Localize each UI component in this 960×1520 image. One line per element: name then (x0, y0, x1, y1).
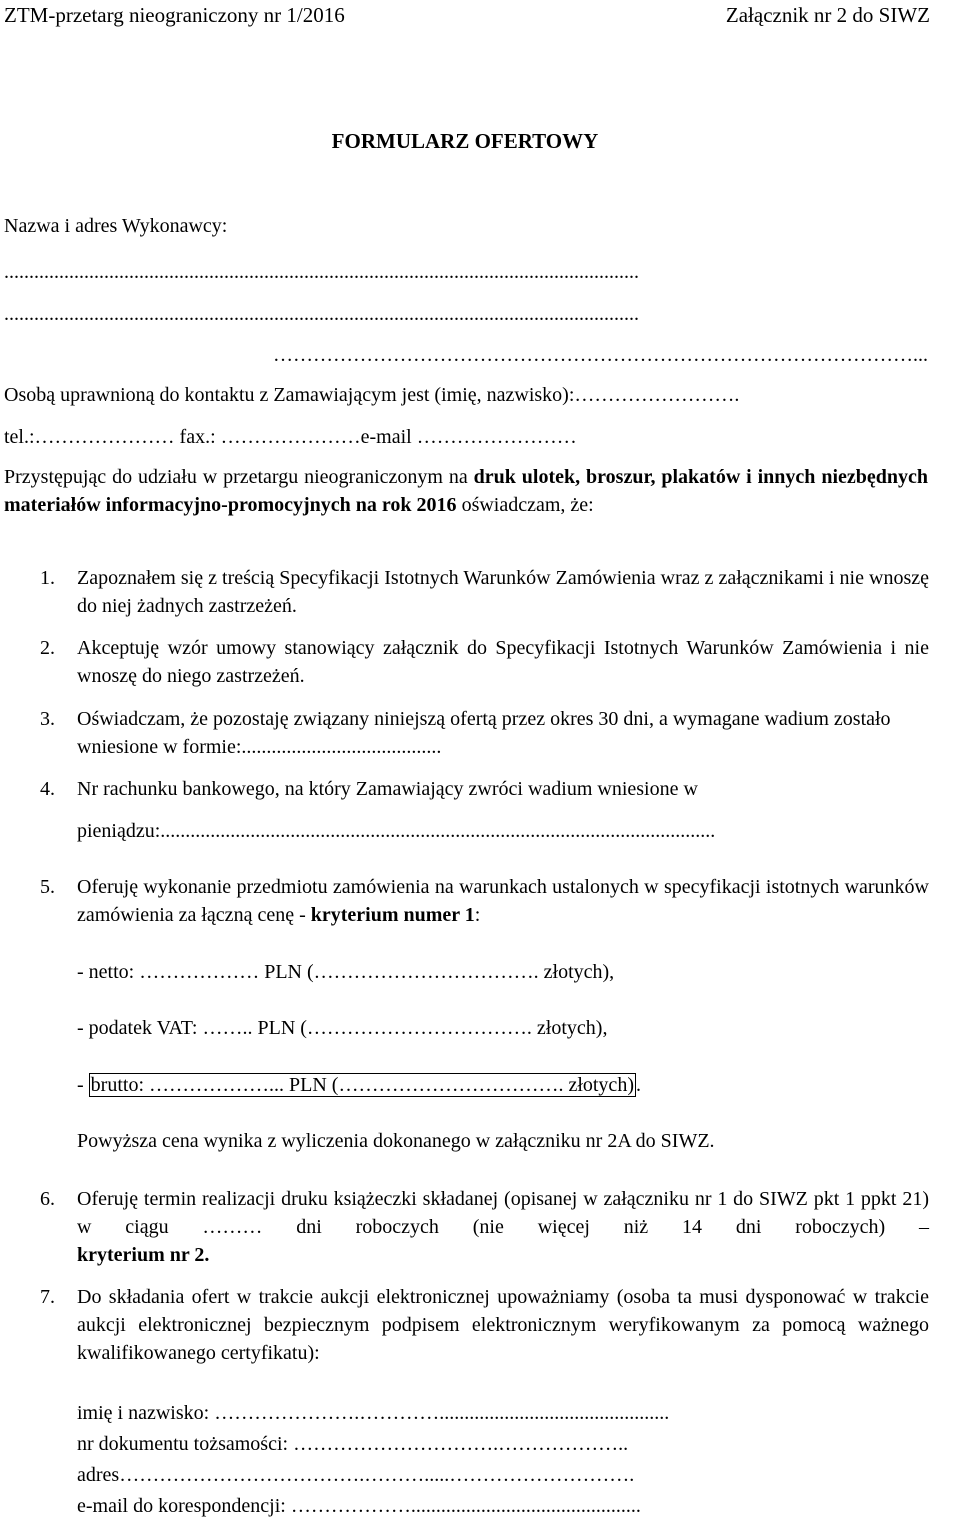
price-brutto-prefix: - (77, 1074, 89, 1096)
auction-name-field[interactable]: imię i nazwisko: ………………….………….............................................. (77, 1402, 670, 1424)
price-netto-line[interactable]: - netto: ……………… PLN (……………………………. złotych), (77, 961, 615, 983)
item-7-number: 7. (40, 1286, 55, 1308)
contractor-line-3[interactable]: ……………………………………………………………………………………... (273, 344, 928, 366)
price-brutto-boxed[interactable]: brutto: ………………... PLN (……………………………. złotych) (90, 1074, 634, 1096)
price-brutto-line[interactable] (77, 1071, 641, 1099)
item-6-number: 6. (40, 1188, 55, 1210)
price-vat-line[interactable]: - podatek VAT: …….. PLN (……………………………. złotych), (77, 1017, 608, 1039)
item-5-text (77, 873, 929, 929)
item-6-text (77, 1185, 929, 1269)
intro-paragraph (4, 463, 928, 519)
intro-text-after: oświadczam, że: (456, 494, 594, 516)
intro-bold-subject: druk ulotek, broszur, plakatów i innych niezbędnych materiałów informacyjno-promocyjnych na rok 2016 (4, 466, 929, 516)
item-5-number: 5. (40, 876, 55, 898)
item-2-text: Akceptuję wzór umowy stanowiący załącznik do Specyfikacji Istotnych Warunków Zamówienia i nie wnoszę do niego zastrzeżeń. (77, 637, 929, 687)
item-4-number: 4. (40, 778, 55, 800)
contractor-line-1[interactable]: ............................................................................................................................... (4, 261, 639, 283)
auction-address-field[interactable]: adres……………………………….……….....………………………. (77, 1464, 635, 1486)
item-1-number: 1. (40, 567, 55, 589)
contractor-line-2[interactable]: ............................................................................................................................... (4, 303, 639, 325)
item-1-text: Zapoznałem się z treścią Specyfikacji Istotnych Warunków Zamówienia wraz z załącznikami i nie wnoszę do niej żadnych zastrzeżeń. (77, 567, 929, 617)
auction-id-document-field[interactable]: nr dokumentu tożsamości: ………………………….……………….. (77, 1433, 629, 1455)
item-4-bank-account-field[interactable]: pieniądzu:............................................................................................................... (77, 820, 716, 842)
intro-text-before: Przystępując do udziału w przetargu nieograniczonym na (4, 466, 474, 488)
item-4-line-1: Nr rachunku bankowego, na który Zamawiający zwróci wadium wniesione w (77, 778, 698, 800)
contractor-label: Nazwa i adres Wykonawcy: (4, 215, 228, 237)
item-7-text: Do składania ofert w trakcie aukcji elektronicznej upoważniamy (osoba ta musi dysponować w trakcie aukcji elektronicznej bezpiecznym podpisem elektronicznym weryfikowanym za pomocą ważnego kwalifikowanego certyfikatu): (77, 1286, 929, 1364)
form-title: FORMULARZ OFERTOWY (331, 129, 599, 153)
header-tender-number: ZTM-przetarg nieograniczony nr 1/2016 (4, 3, 345, 27)
item-6-criterion: kryterium nr 2. (77, 1244, 210, 1266)
item-5-text-after: : (474, 904, 481, 926)
item-3-text: Oświadczam, że pozostaję związany niniejszą ofertą przez okres 30 dni, a wymagane wadium zostało wniesione w formie:........................................ (77, 708, 891, 758)
price-note: Powyższa cena wynika z wyliczenia dokonanego w załączniku nr 2A do SIWZ. (77, 1130, 715, 1152)
item-5-text-before: Oferuję wykonanie przedmiotu zamówienia na warunkach ustalonych w specyfikacji istotnych warunków zamówienia za łączną cenę - (77, 876, 929, 926)
header-attachment-label: Załącznik nr 2 do SIWZ (725, 3, 930, 27)
price-brutto-suffix: . (635, 1074, 641, 1096)
contact-person-line[interactable]: Osobą uprawnioną do kontaktu z Zamawiającym jest (imię, nazwisko):……………………. (4, 384, 740, 406)
phone-fax-email-line[interactable]: tel.:………………… fax.: …………………e-mail …………………… (4, 426, 577, 448)
item-2-number: 2. (40, 637, 55, 659)
item-6-text-main: Oferuję termin realizacji druku książeczki składanej (opisanej w załączniku nr 1 do SIWZ pkt 1 ppkt 21) w ciągu ……… dni roboczych (nie więcej niż 14 dni roboczych) – (77, 1188, 929, 1238)
item-3-number: 3. (40, 708, 55, 730)
item-5-criterion: kryterium numer 1 (310, 904, 475, 926)
auction-email-field[interactable]: e-mail do korespondencji: ……………….............................................. (77, 1495, 641, 1517)
